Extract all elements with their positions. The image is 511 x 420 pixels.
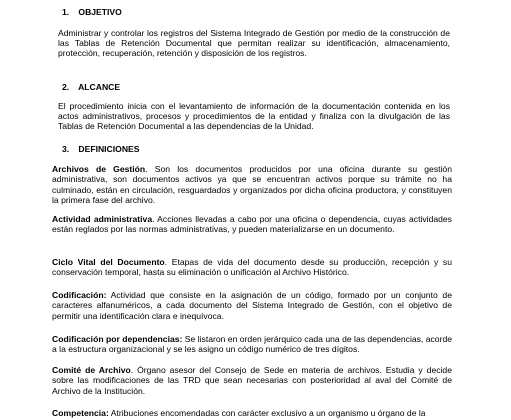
definition-text: Actividad que consiste en la asignación de un código, formado por un conjunto de caracteres alfanuméricos, a cada documento del Sistema Integrado de Gestión, con el objetivo de permitir una identificación clara e inequívoca. [52,290,452,321]
definition-text: . Son los documentos producidos por una oficina durante su gestión administrativa, son documentos activos ya que se encuentran activos porque su trámite no ha culminado, están en circulación, resguardados y organizados por dicha oficina productora, y constituyen la primera fase del archivo. [52,164,452,205]
definition-item [52,214,452,235]
definition-term: Competencia: [52,408,109,418]
definition-item [52,408,452,418]
definition-term: Comité de Archivo [52,365,131,375]
section-title: DEFINICIONES [78,144,140,154]
definition-item [52,365,452,396]
definition-text: . Etapas de vida del documento desde su producción, recepción y su conservación temporal, hasta su eliminación o unificación al Archivo Histórico. [52,257,452,278]
definition-item [52,334,452,355]
definition-text: Se listaron en orden jerárquico cada una de las dependencias, acorde a la estructura organizacional y se les asigno un código numérico de tres dígitos. [52,334,453,355]
section-body-alcance: El procedimiento inicia con el levantamiento de información de la documentación contenida en los actos administrativos, procesos y procedimientos de la entidad y finaliza con la divulgación de las Tablas de Retención Documental a las dependencias de la Unidad. [58,101,450,132]
definition-text: . Acciones llevadas a cabo por una oficina o dependencia, cuyas actividades están reglados por las normas administrativas, y pueden materializarse en un documento. [52,214,452,235]
definition-term: Actividad administrativa [52,214,153,224]
definition-text: Atribuciones encomendadas con carácter exclusivo a un organismo u órgano de la [108,408,426,418]
section-heading-objetivo [62,7,122,18]
section-number: 2. [62,82,70,92]
definition-term: Codificación por dependencias: [52,334,183,344]
section-number: 3. [62,144,70,154]
section-heading-alcance [62,82,120,93]
section-body-objetivo: Administrar y controlar los registros del Sistema Integrado de Gestión por medio de la construcción de las Tablas de Retención Documental que permitan realizar su identificación, almacenamiento, protección, recuperación, retención y disposición de los registros. [58,28,450,59]
definition-text: . Órgano asesor del Consejo de Sede en materia de archivos. Estudia y decide sobre las modificaciones de las TRD que sean necesarias con posterioridad al aval del Comité de Archivo de la Institución. [52,365,452,396]
definition-item [52,164,452,205]
definition-term: Codificación: [52,290,107,300]
definition-item [52,290,452,321]
definition-term: Archivos de Gestión [52,164,146,174]
section-title: OBJETIVO [78,7,122,17]
section-number: 1. [62,7,70,17]
section-heading-definiciones [62,144,140,155]
definition-term: Ciclo Vital del Documento [52,257,165,267]
definition-item [52,257,452,278]
section-title: ALCANCE [78,82,121,92]
